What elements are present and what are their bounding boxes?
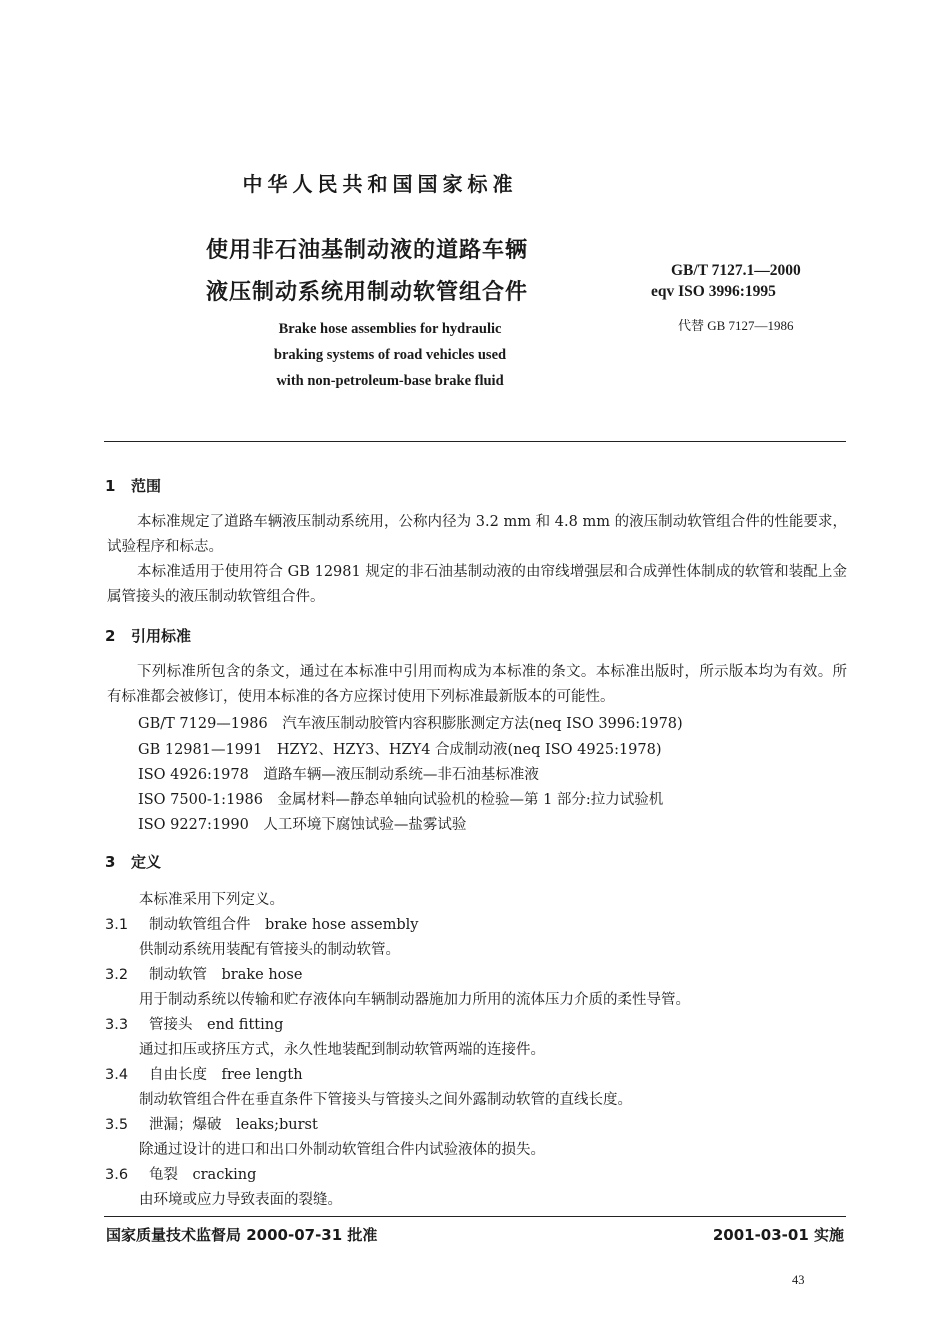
term-3-2-definition: 用于制动系统以传输和贮存液体向车辆制动器施加力所用的流体压力介质的柔性导管。	[139, 992, 690, 1008]
footer-divider	[104, 1216, 846, 1217]
term-3-4-heading	[105, 1063, 303, 1084]
term-name: 自由长度 free length	[149, 1067, 303, 1083]
title-cn-line2: 液压制动系统用制动软管组合件	[206, 280, 529, 305]
reference-item: ISO 7500-1:1986 金属材料—静态单轴向试验机的检验—第 1 部分:拉力试验机	[138, 792, 664, 808]
term-3-3-definition: 通过扣压或挤压方式，永久性地装配到制动软管两端的连接件。	[139, 1042, 545, 1058]
section-2-title: 引用标准	[131, 627, 192, 645]
section-2-number: 2	[105, 627, 116, 645]
section-3-intro: 本标准采用下列定义。	[139, 892, 284, 908]
section-2-body	[107, 660, 847, 710]
term-3-6-definition: 由环境或应力导致表面的裂缝。	[139, 1192, 342, 1208]
header-divider	[104, 441, 846, 442]
term-name: 管接头 end fitting	[149, 1017, 284, 1033]
reference-item: GB 12981—1991 HZY2、HZY3、HZY4 合成制动液(neq ISO 4925:1978)	[138, 742, 662, 758]
approval-date: 国家质量技术监督局 2000-07-31 批准	[106, 1226, 378, 1244]
term-3-6-heading	[105, 1163, 256, 1184]
title-en-line1: Brake hose assemblies for hydraulic	[278, 321, 502, 337]
national-standard-heading: 中华人民共和国国家标准	[242, 172, 518, 196]
title-en-line2: braking systems of road vehicles used	[273, 347, 507, 363]
section-2-paragraph-1: 下列标准所包含的条文，通过在本标准中引用而构成为本标准的条文。本标准出版时，所示版本均为有效。所有标准都会被修订，使用本标准的各方应探讨使用下列标准最新版本的可能性。	[107, 664, 847, 705]
reference-item: ISO 9227:1990 人工环境下腐蚀试验—盐雾试验	[138, 817, 467, 833]
term-number: 3.1	[105, 917, 129, 933]
section-1-number: 1	[105, 477, 116, 495]
standard-number: GB/T 7127.1—2000	[671, 262, 801, 279]
section-1-title: 范围	[131, 477, 162, 495]
term-number: 3.2	[105, 967, 129, 983]
section-1-paragraph-1: 本标准规定了道路车辆液压制动系统用，公称内径为 3.2 mm 和 4.8 mm 的液压制动软管组合件的性能要求，试验程序和标志。	[107, 514, 847, 555]
section-3-number: 3	[105, 853, 116, 871]
section-1-paragraph-2: 本标准适用于使用符合 GB 12981 规定的非石油基制动液的由帘线增强层和合成弹性体制成的软管和装配上金属管接头的液压制动软管组合件。	[107, 564, 847, 605]
reference-item: ISO 4926:1978 道路车辆—液压制动系统—非石油基标准液	[138, 767, 539, 783]
term-number: 3.6	[105, 1167, 129, 1183]
term-name: 制动软管 brake hose	[149, 967, 303, 983]
term-number: 3.5	[105, 1117, 129, 1133]
section-1-body	[107, 510, 847, 610]
effective-date: 2001-03-01 实施	[712, 1226, 844, 1244]
term-3-5-definition: 除通过设计的进口和出口外制动软管组合件内试验液体的损失。	[139, 1142, 545, 1158]
term-name: 泄漏；爆破 leaks;burst	[149, 1117, 318, 1133]
title-cn-line1: 使用非石油基制动液的道路车辆	[206, 238, 529, 263]
term-3-3-heading	[105, 1013, 283, 1034]
section-1-heading	[105, 475, 161, 496]
equivalent-standard: eqv ISO 3996:1995	[651, 283, 776, 300]
term-3-1-definition: 供制动系统用装配有管接头的制动软管。	[139, 942, 400, 958]
reference-item: GB/T 7129—1986 汽车液压制动胶管内容积膨胀测定方法(neq ISO 3996:1978)	[138, 716, 683, 732]
term-3-1-heading	[105, 913, 419, 934]
title-en-line3: with non-petroleum-base brake fluid	[276, 373, 504, 389]
term-name: 制动软管组合件 brake hose assembly	[149, 917, 419, 933]
section-2-heading	[105, 625, 191, 646]
section-3-title: 定义	[131, 853, 162, 871]
term-number: 3.4	[105, 1067, 129, 1083]
term-3-2-heading	[105, 963, 302, 984]
term-number: 3.3	[105, 1017, 129, 1033]
page-number: 43	[792, 1273, 805, 1287]
term-3-5-heading	[105, 1113, 318, 1134]
section-3-heading	[105, 851, 161, 872]
term-name: 龟裂 cracking	[149, 1167, 257, 1183]
term-3-4-definition: 制动软管组合件在垂直条件下管接头与管接头之间外露制动软管的直线长度。	[139, 1092, 632, 1108]
replaces-standard: 代替 GB 7127—1986	[678, 318, 794, 333]
